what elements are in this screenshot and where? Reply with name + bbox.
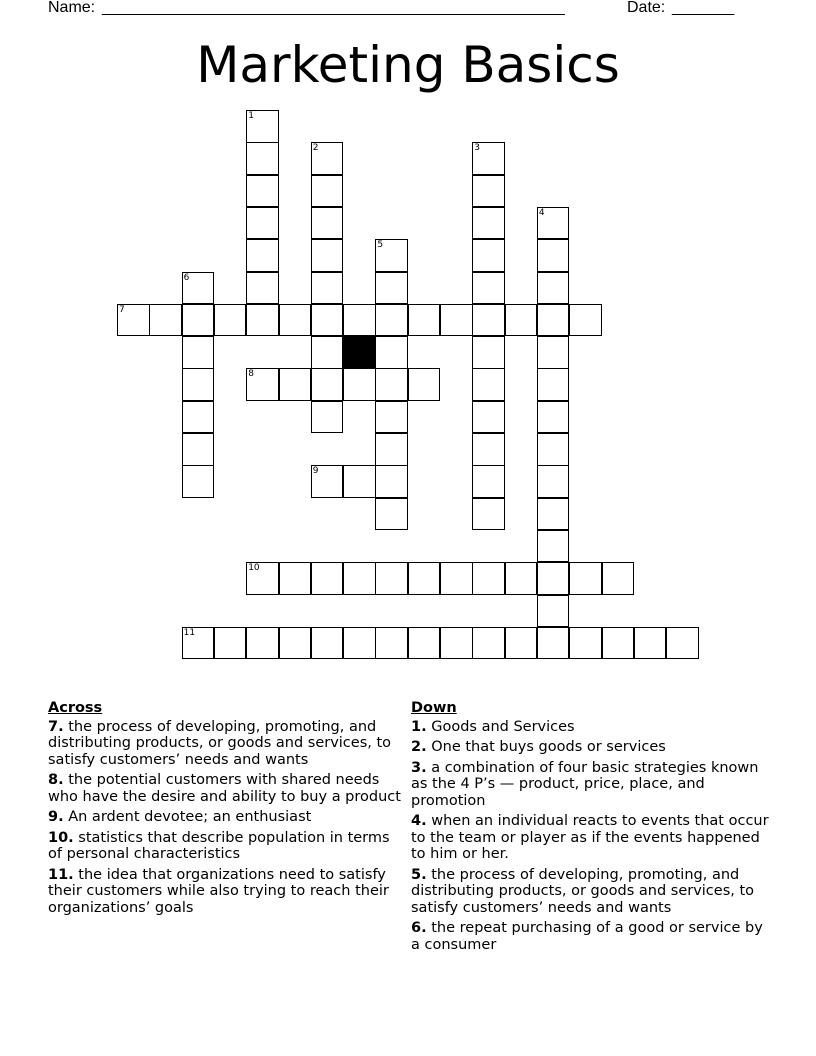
grid-cell[interactable] (311, 207, 344, 240)
down-clue (411, 867, 773, 917)
date-label: Date: (627, 0, 670, 16)
clue-number-label: 3 (474, 143, 481, 154)
clue-number: 6. (411, 920, 427, 936)
clue-number: 5. (411, 866, 427, 883)
grid-cell[interactable] (343, 465, 376, 498)
grid-cell[interactable] (375, 401, 408, 434)
clue-text: One that buys goods or services (431, 739, 666, 755)
clue-text: An ardent devotee; an enthusiast (68, 809, 312, 825)
grid-cell[interactable] (440, 562, 473, 595)
grid-cell[interactable] (182, 401, 215, 434)
clue-number-label: 7 (119, 304, 125, 315)
clue-number-label: 1 (248, 111, 254, 121)
grid-cell[interactable] (472, 336, 505, 369)
grid-cell[interactable] (182, 433, 215, 466)
grid-cell[interactable] (634, 627, 667, 660)
grid-cell[interactable] (537, 272, 570, 305)
clue-text: statistics that describe population in terms of personal characteristics (48, 829, 390, 862)
clue-number: 3. (411, 759, 427, 776)
grid-cell[interactable] (311, 239, 344, 272)
clue-number-label: 2 (312, 143, 319, 154)
grid-cell[interactable] (505, 562, 538, 595)
clue-text: Goods and Services (431, 718, 575, 735)
clue-text: when an individual reacts to events that occur to the team or player as if the events happened to him or her. (411, 813, 769, 862)
grid-cell[interactable] (537, 433, 570, 466)
grid-cell[interactable] (472, 304, 505, 337)
across-clues (48, 700, 404, 920)
grid-cell[interactable] (537, 401, 570, 434)
grid-cell[interactable] (311, 336, 344, 369)
grid-cell[interactable] (279, 627, 312, 660)
grid-cell[interactable] (246, 627, 279, 660)
across-heading: Across (48, 700, 103, 716)
grid-cell[interactable] (375, 562, 408, 595)
clue-number-label: 8 (248, 369, 254, 380)
grid-cell[interactable] (279, 368, 312, 401)
clue-text: the idea that organizations need to satisfy their customers while also trying to reach their organizations’ goals (48, 866, 389, 916)
clue-number: 9. (48, 809, 64, 825)
puzzle-title: Marketing Basics (196, 36, 620, 94)
grid-cell[interactable] (537, 239, 570, 272)
grid-cell[interactable] (246, 142, 279, 175)
black-cell (343, 336, 376, 369)
grid-cell[interactable] (246, 304, 279, 337)
grid-cell[interactable] (537, 498, 570, 531)
clue-text: the potential customers with shared needs who have the desire and ability to buy a product (48, 772, 401, 805)
grid-cell[interactable] (472, 368, 505, 401)
grid-cell[interactable] (537, 562, 570, 595)
grid-cell[interactable] (375, 498, 408, 531)
grid-cell[interactable] (472, 562, 505, 595)
grid-cell[interactable] (311, 627, 344, 660)
grid-cell[interactable] (182, 336, 215, 369)
clue-number-label: 5 (377, 240, 384, 251)
grid-cell[interactable] (149, 304, 182, 337)
down-heading: Down (411, 700, 457, 716)
clue-number-label: 9 (312, 466, 319, 477)
grid-cell[interactable] (375, 368, 408, 401)
grid-cell[interactable] (472, 433, 505, 466)
clue-number: 1. (411, 718, 427, 735)
grid-cell[interactable] (311, 368, 344, 401)
down-clue (411, 760, 773, 810)
grid-cell[interactable] (375, 465, 408, 498)
grid-cell[interactable] (375, 272, 408, 305)
grid-cell[interactable] (311, 401, 344, 434)
clue-text: the process of developing, promoting, and distributing products, or goods and services, to satisfy customers’ needs and wants (48, 718, 392, 768)
clue-number-label: 11 (183, 627, 196, 638)
grid-cell[interactable] (602, 627, 635, 660)
clue-number: 7. (48, 718, 64, 735)
grid-cell[interactable] (537, 368, 570, 401)
grid-cell[interactable] (602, 562, 635, 595)
grid-cell[interactable] (472, 207, 505, 240)
grid-cell[interactable] (472, 175, 505, 208)
grid-cell[interactable] (279, 562, 312, 595)
grid-cell[interactable] (279, 304, 312, 337)
grid-cell[interactable] (246, 239, 279, 272)
grid-cell[interactable] (182, 304, 215, 337)
down-clues (411, 700, 773, 957)
clue-number-label: 10 (248, 563, 260, 574)
grid-cell[interactable] (375, 304, 408, 337)
grid-cell[interactable] (537, 627, 570, 660)
across-clue (48, 809, 404, 826)
across-clue (48, 830, 404, 863)
clue-number: 10. (48, 829, 74, 846)
grid-cell[interactable] (537, 595, 570, 628)
grid-cell[interactable] (343, 627, 376, 660)
clue-text: the process of developing, promoting, and distributing products, or goods and services, to satisfy customers’ needs and wants (411, 866, 755, 916)
date-line[interactable]: _______ (672, 0, 735, 16)
grid-cell[interactable] (505, 304, 538, 337)
grid-cell[interactable] (311, 175, 344, 208)
grid-cell[interactable] (246, 272, 279, 305)
grid-cell[interactable] (537, 304, 570, 337)
name-label: Name: (48, 0, 100, 16)
grid-cell[interactable] (182, 368, 215, 401)
grid-cell[interactable] (214, 627, 247, 660)
clue-number-label: 6 (183, 272, 190, 283)
grid-cell[interactable] (408, 627, 441, 660)
grid-cell[interactable] (472, 401, 505, 434)
across-clue (48, 772, 404, 805)
across-clue (48, 867, 404, 917)
grid-cell[interactable] (246, 207, 279, 240)
across-clue (48, 719, 404, 769)
grid-cell[interactable] (343, 368, 376, 401)
grid-cell[interactable] (311, 272, 344, 305)
grid-cell[interactable] (375, 627, 408, 660)
grid-cell[interactable] (214, 304, 247, 337)
grid-cell[interactable] (505, 627, 538, 660)
grid-cell[interactable] (311, 304, 344, 337)
grid-cell[interactable] (666, 627, 699, 660)
grid-cell[interactable] (311, 562, 344, 595)
name-line[interactable]: ____________________________________________________ (102, 0, 565, 16)
grid-cell[interactable] (375, 433, 408, 466)
grid-cell[interactable] (408, 368, 441, 401)
grid-cell[interactable] (472, 272, 505, 305)
grid-cell[interactable] (537, 465, 570, 498)
grid-cell[interactable] (537, 530, 570, 563)
grid-cell[interactable] (569, 562, 602, 595)
down-clue (411, 719, 773, 736)
clue-number: 2. (411, 739, 427, 755)
down-clue (411, 920, 773, 953)
grid-cell[interactable] (472, 498, 505, 531)
clue-text: the repeat purchasing of a good or service by a consumer (411, 920, 763, 953)
grid-cell[interactable] (408, 562, 441, 595)
clue-number: 8. (48, 772, 64, 788)
clue-number-label: 4 (538, 207, 545, 218)
clue-number: 4. (411, 813, 427, 829)
grid-cell[interactable] (569, 304, 602, 337)
down-clue (411, 739, 773, 756)
grid-cell[interactable] (472, 627, 505, 660)
grid-cell[interactable] (408, 304, 441, 337)
grid-cell[interactable] (537, 336, 570, 369)
grid-cell[interactable] (440, 304, 473, 337)
grid-cell[interactable] (343, 304, 376, 337)
grid-cell[interactable] (440, 627, 473, 660)
grid-cell[interactable] (375, 336, 408, 369)
down-clue (411, 813, 773, 863)
grid-cell[interactable] (569, 627, 602, 660)
grid-cell[interactable] (472, 239, 505, 272)
grid-cell[interactable] (182, 465, 215, 498)
grid-cell[interactable] (472, 465, 505, 498)
clue-number: 11. (48, 866, 74, 883)
clue-text: a combination of four basic strategies known as the 4 P’s — product, price, place, and promotion (411, 759, 759, 809)
grid-cell[interactable] (246, 175, 279, 208)
grid-cell[interactable] (343, 562, 376, 595)
